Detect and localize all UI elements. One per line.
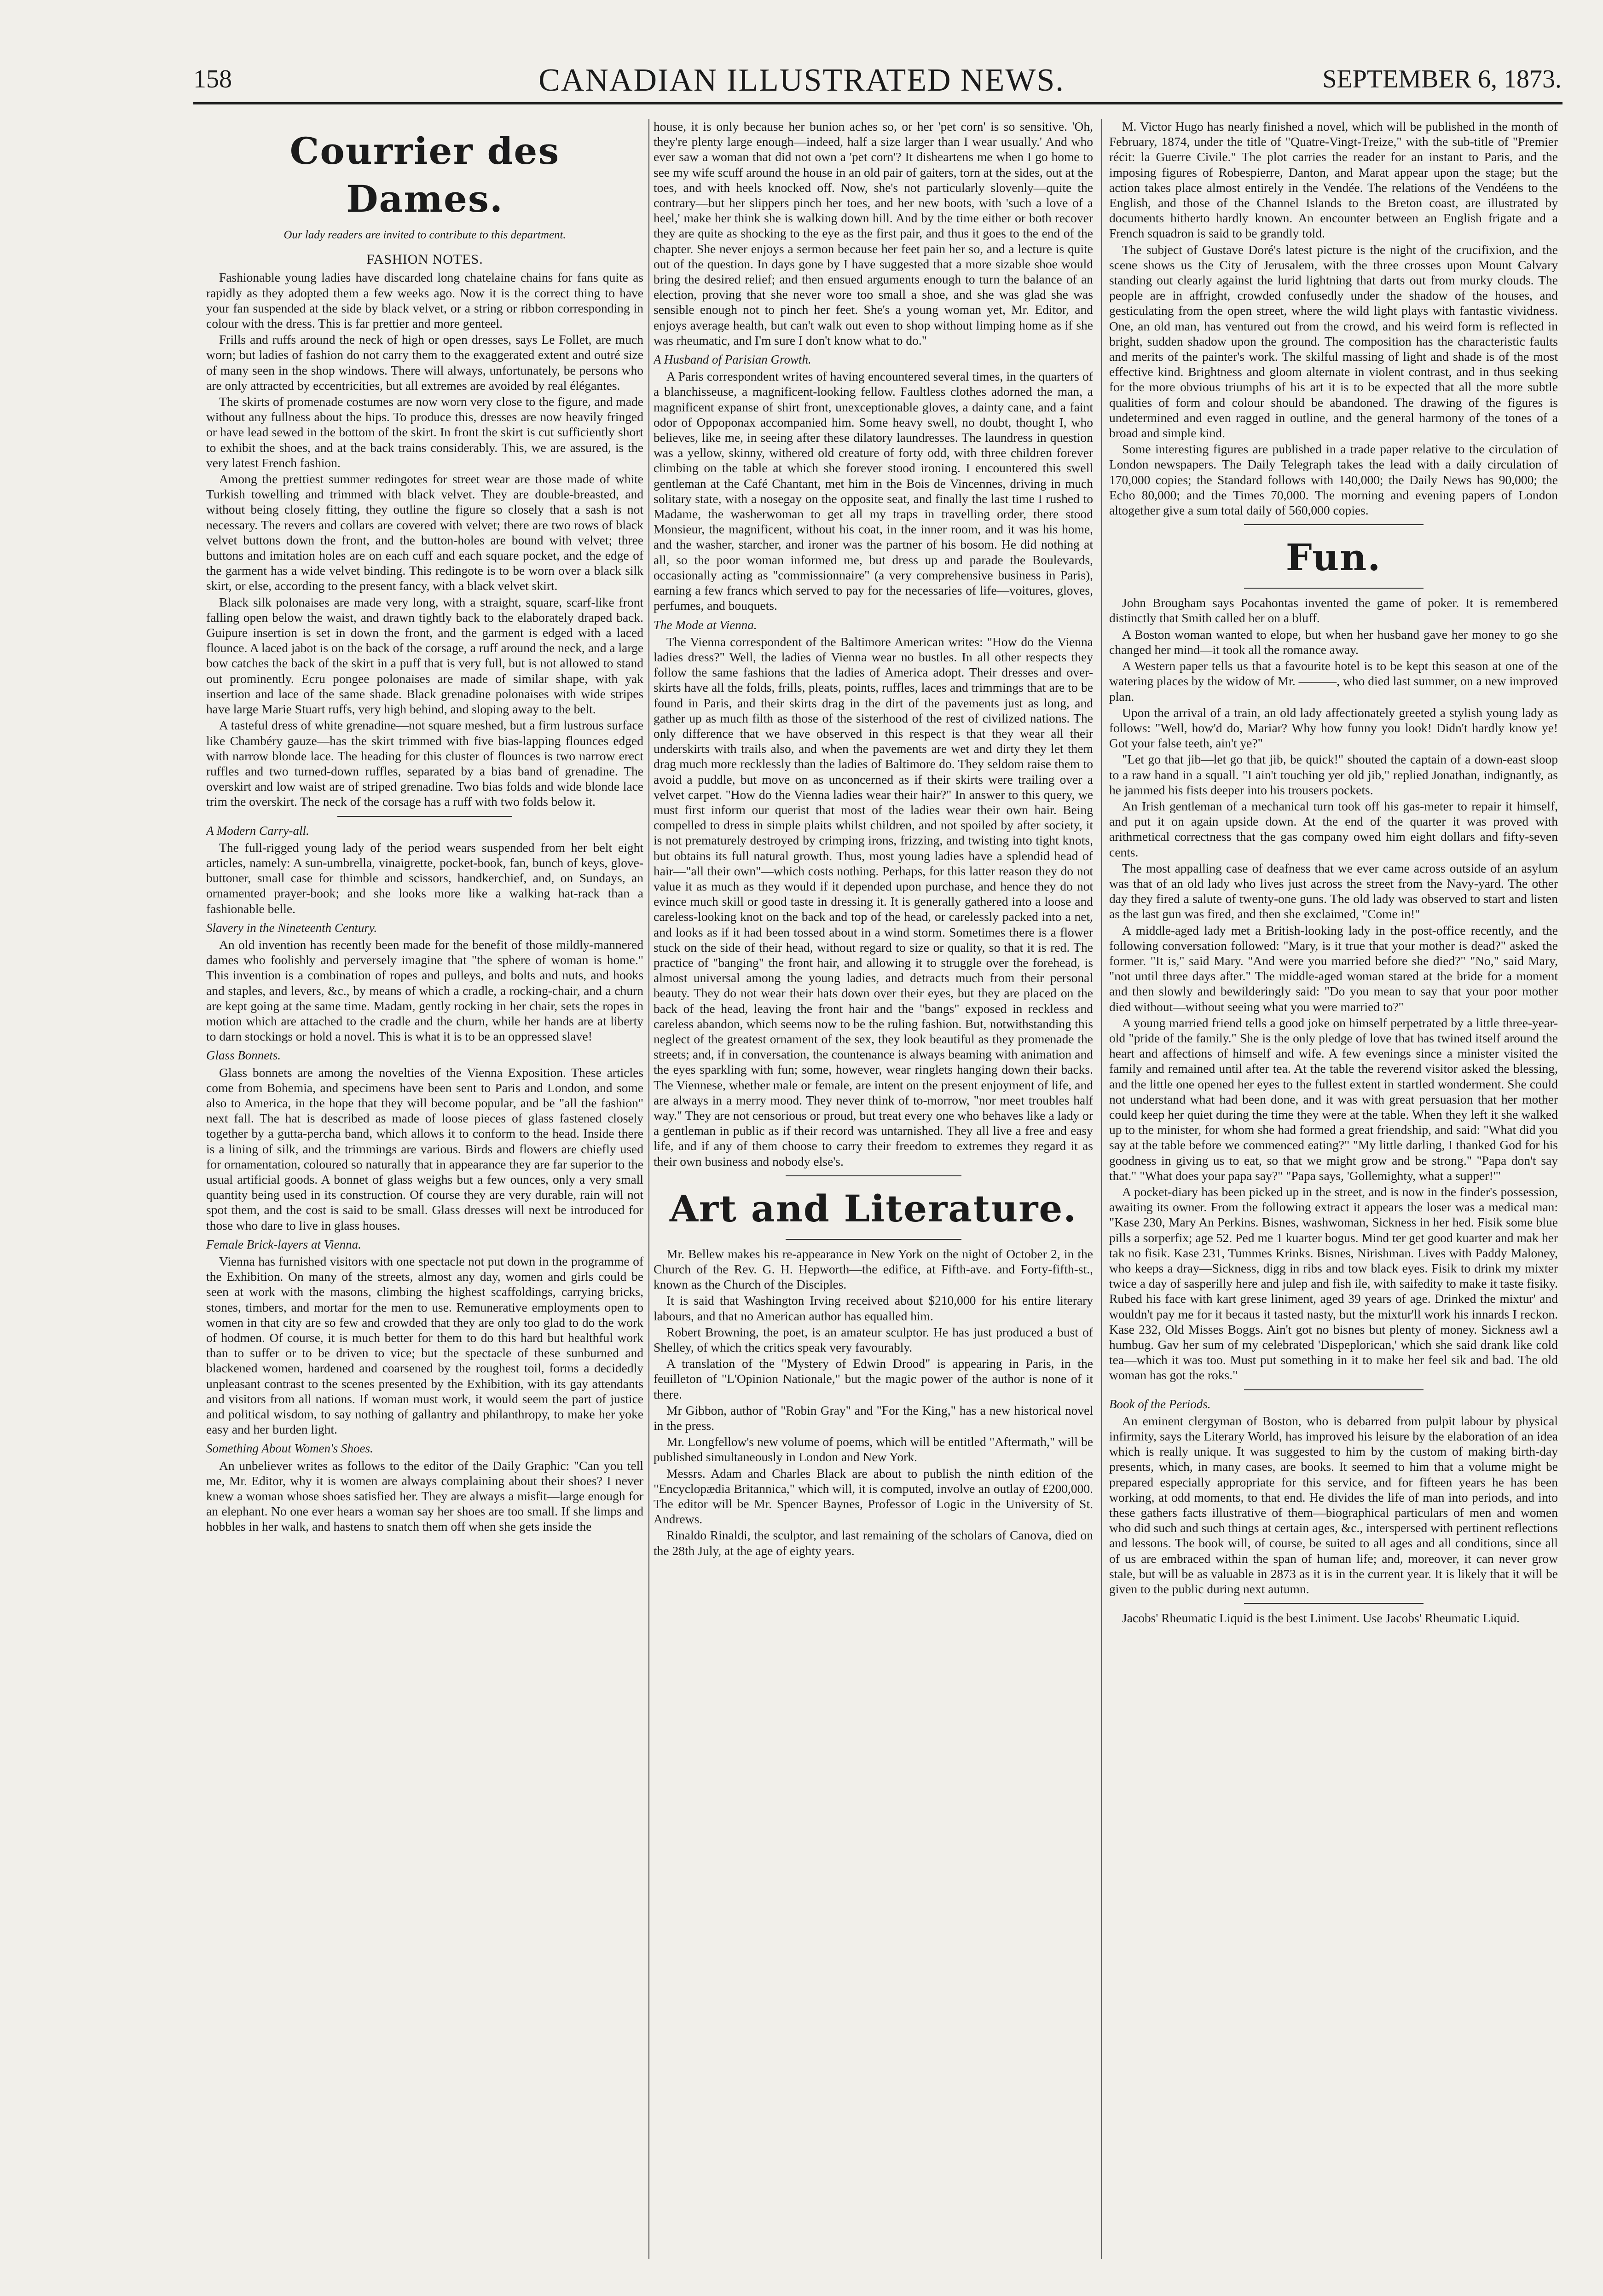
header-rule	[193, 102, 1562, 104]
divider	[1244, 1603, 1424, 1604]
article-paragraph: The most appalling case of deafness that we ever came across outside of an asylum was that of an old lady who lives just across the street from the Navy-yard. The other day they fired a salute of twenty-one guns. The old lady was observed to start and listen as the last gun was fired, and then she exclaimed, "Come in!"	[1109, 861, 1558, 921]
article-paragraph: The full-rigged young lady of the period wears suspended from her belt eight articles, namely: A sun-umbrella, vinaigrette, pocket-book, fan, bunch of keys, glove-buttoner, small case for thimble and scissors, handkerchief, and, on Sundays, an ornamented prayer-book; and she looks more like a walking hat-rack than a fashionable belle.	[206, 840, 643, 916]
article-heading: Slavery in the Nineteenth Century.	[206, 920, 377, 935]
article-paragraph: An old invention has recently been made for the benefit of those mildly-mannered dames who foolishly and perversely imagine that "the sphere of woman is home." This invention is a combination of ropes and pulleys, and bolts and nuts, and hooks and staples, and levers, &c., by means of which a cradle, a rocking-chair, and a churn are kept going at the same time. Madam, gently rocking in her chair, sets the ropes in motion which are attached to the cradle and the churn, while her hands are at liberty to darn stockings or hold a novel. This is what it is to be an oppressed slave!	[206, 937, 643, 1044]
article-paragraph: A Western paper tells us that a favourite hotel is to be kept this season at one of the watering places by the widow of Mr. ———, who died last summer, on a new improved plan.	[1109, 659, 1558, 704]
article-paragraph: An unbeliever writes as follows to the editor of the Daily Graphic: "Can you tell me, Mr. Editor, why it is women are always complaining about their shoes? I never knew a woman whose shoes satisfied her. They are always a misfit—large enough for an elephant. No one ever hears a woman say her shoes are too small. If she limps and hobbles in her walk, and hastens to snatch them off when she gets inside the	[206, 1458, 643, 1534]
column-divider	[648, 119, 649, 2259]
divider	[1244, 524, 1424, 525]
article-paragraph: Glass bonnets are among the novelties of the Vienna Exposition. These articles come from Bohemia, and specimens have been sent to Paris and London, and some also to America, in the hope that they will become popular, and be "all the fashion" next fall. The hat is described as made of loose pieces of glass fastened closely together by a gutta-percha band, which allows it to conform to the head. Inside there is a lining of silk, and the trimmings are various. Birds and flowers are chiefly used for ornamentation, coloured so naturally that in appearance they are far superior to the usual artificial goods. A bonnet of glass weighs but a few ounces, only a very small quantity being used in its construction. Of course they are very durable, rain will not spot them, and the cost is said to be small. Glass dresses will next be introduced for those who dare to live in glass houses.	[206, 1065, 643, 1232]
article-heading: Book of the Periods.	[1109, 1397, 1211, 1411]
article-heading: Glass Bonnets.	[206, 1048, 281, 1063]
article-heading: Female Brick-layers at Vienna.	[206, 1237, 361, 1251]
column-middle	[654, 119, 1093, 2263]
article-paragraph: Upon the arrival of a train, an old lady affectionately greeted a stylish young lady as follows: "Well, how'd do, Mariar? Why how funny you look! Didn't hardly know ye! Got your false teeth, ain't ye?"	[1109, 705, 1558, 751]
article-paragraph: Black silk polonaises are made very long, with a straight, square, scarf-like front falling open below the waist, and drawn tightly back to the elaborately draped back. Guipure insertion is set in down the front, and the garment is edged with a laced flounce. A laced jabot is on the back of the corsage, a ruff around the neck, and a large bow catches the back of the skirt in a puff that is very full, but is not allowed to stand out prominently. Ecru pongee polonaises are made of similar shape, with yak insertion and lace of the same shade. Black grenadine polonaises with wide stripes have large Marie Stuart ruffs, very high behind, and sloping away to the belt.	[206, 595, 643, 717]
divider	[337, 816, 512, 817]
article-paragraph: An Irish gentleman of a mechanical turn took off his gas-meter to repair it himself, and put it on again upside down. At the end of the quarter it was proved with arithmetical correctness that the gas company owed him eight dollars and fifty-seven cents.	[1109, 798, 1558, 859]
article-heading: A Husband of Parisian Growth.	[654, 353, 811, 367]
article-paragraph: Fashionable young ladies have discarded long chatelaine chains for fans quite as rapidly as they adopted them a few weeks ago. Now it is the correct thing to have your fan suspended at the side by black velvet, or a string or ribbon corresponding in colour with the dress. This is far prettier and more genteel.	[206, 270, 643, 331]
article-paragraph: A pocket-diary has been picked up in the street, and is now in the finder's possession, awaiting its owner. From the following extract it appears the loser was a medical man: "Kase 230, Mary An Perkins. Bisnes, washwoman, Sickness in her hed. Fisik some blue pills a sorperfix; age 52. Ped me 1 kuarter bogus. Mind ter get good kuarter and mak her tak no fisik. Kase 231, Tummes Krinks. Bisnes, Nirishman. Lives with Paddy Maloney, who keeps a dray—Sickness, digg in ribs and tow black eyes. Fisik to drink my mixter twice a day of sasperilly here and julep and fish ile, with saifedity to make it taste fisiky. Rubed his face with kart grese liniment, aged 39 years of age. Drinked the mixtur' and wouldn't pay me for it becaus it tasted nasty, but the mixtur'll work his innards I reckon. Kase 232, Old Misses Boggs. Ain't got no bisnes but plenty of money. Sickness awl a humbug. Gav her sum of my celebrated 'Dispeplorican,' which she said drank like cold tea—which it was too. Must put something in it to make her feel sik and bad. The old woman has got the roks."	[1109, 1185, 1558, 1382]
article-paragraph: Mr Gibbon, author of "Robin Gray" and "For the King," has a new historical novel in the press.	[654, 1403, 1093, 1433]
article-paragraph: Robert Browning, the poet, is an amateur sculptor. He has just produced a bust of Shelley, of which the critics speak very favourably.	[654, 1324, 1093, 1355]
article-paragraph: A Boston woman wanted to elope, but when her husband gave her money to go she changed her mind—it took all the romance away.	[1109, 627, 1558, 657]
article-body	[1109, 595, 1558, 1382]
article-body	[206, 270, 643, 809]
article-paragraph: The subject of Gustave Doré's latest picture is the night of the crucifixion, and the scene shows us the City of Jerusalem, with the three crosses upon Mount Calvary standing out clearly against the lurid lightning that darts out from murky clouds. The people are in affright, crowded confusedly under the shadow of the houses, and gesticulating from the open street, where the wild light plays with fantastic vividness. One, an old man, has ventured out from the crowd, and his weird form is reflected in bright, sudden shadow upon the ground. The composition has the characteristic faults and merits of the painter's work. The skilful massing of light and shade is of the most effective kind. Brightness and gloom alternate in violent contrast, and in thus seeking for the more obvious triumphs of his art it is to be expected that all the more subtle qualities of form and colour should be abandoned. The drawing of the figures is undetermined and even ragged in outline, and the general harmony of the tones of a broad and simple kind.	[1109, 242, 1558, 440]
department-note: Our lady readers are invited to contribute to this department.	[284, 229, 566, 241]
article-heading: A Modern Carry-all.	[206, 823, 309, 838]
article-body	[1109, 119, 1558, 518]
divider	[786, 1239, 961, 1240]
article-paragraph: Mr. Longfellow's new volume of poems, which will be entitled "Aftermath," will be published simultaneously in London and New York.	[654, 1434, 1093, 1464]
article-paragraph: Messrs. Adam and Charles Black are about to publish the ninth edition of the "Encyclopædia Britannica," which will, it is computed, involve an outlay of £200,000. The editor will be Mr. Spencer Baynes, Professor of Logic in the University of St. Andrews.	[654, 1466, 1093, 1527]
article-paragraph: The skirts of promenade costumes are now worn very close to the figure, and made without any fullness about the hips. To produce this, dresses are now heavily fringed or have lead sewed in the bottom of the skirt. In front the skirt is cut sufficiently short to exhibit the shoes, and at the back trains considerably. This, we are assured, is the very latest French fashion.	[206, 394, 643, 470]
divider	[786, 1175, 961, 1176]
article-paragraph: The Vienna correspondent of the Baltimore American writes: "How do the Vienna ladies dress?" Well, the ladies of Vienna wear no bustles. In all other respects they follow the same fashions that the ladies of America adopt. Their dresses and over-skirts have all the folds, frills, pleats, points, ruffles, laces and trimmings that are to be found in Paris, and their skirts drag in the dirt of the pavements just as long, and gather up as much filth as those of the sisterhood of the rest of civilized nations. The only difference that we have observed in this respect is that they wear all their underskirts with trails also, and when the pavements are wet and dirty they let them drag much more recklessly than the ladies of Baltimore do. They seldom raise them to avoid a puddle, but move on as unconcerned as if their skirts were trailing over a velvet carpet. "How do the Vienna ladies wear their hair?" In answer to this query, we must first inform our querist that most of the ladies wear their own hair. Being compelled to dress in simple plaits whilst children, and not spoiled by after society, it is not prematurely destroyed by crimping irons, frizzing, and twisting into tight knots, but obtains its full natural growth. Thus, most young ladies have a splendid head of hair—"all their own"—which costs nothing. Perhaps, for this latter reason they do not value it as much as they would if it depended upon purchase, and hence they do not evince much skill or good taste in dressing it. It is generally gathered into a loose and careless-looking knot on the back and top of the head, or carelessly packed into a net, and looks as if it had been tossed about in a wind storm. Sometimes there is a flower stuck on the side of their head, without regard to size or quality, so that it is red. The practice of "banging" the front hair, and allowing it to struggle over the forehead, is almost universal among the young ladies, and detracts much from their personal beauty. They do not wear their hats down over their eyes, but they are placed on the back of the head, leaving the front hair and the "bangs" exposed in reckless and careless abandon, which seems now to be the ruling fashion. But, notwithstanding this neglect of the greatest ornament of the sex, they look beautiful as they promenade the streets; and, if in conversation, the countenance is always beaming with animation and the eyes sparkling with fun; some, however, wear ringlets hanging down their backs. The Viennese, whether male or female, are intent on the present enjoyment of life, and are always in a merry mood. They never think of to-morrow, "nor meet troubles half way." They are not censorious or proud, but treat every one who behaves like a lady or a gentleman in public as if their record was untarnished. They all live a free and easy life, and if any of them choose to carry their freedom to extremes they regard it as their own business and nobody else's.	[654, 634, 1093, 1168]
department-heading: Courrier des Dames.	[289, 129, 560, 220]
section-title: FASHION NOTES.	[366, 252, 483, 267]
article-heading: Something About Women's Shoes.	[206, 1441, 373, 1456]
article-paragraph: M. Victor Hugo has nearly finished a novel, which will be published in the month of February, 1874, under the title of "Quatre-Vingt-Treize," with the sub-title of "Premier récit: la Guerre Civile." The plot carries the reader for an instant to Paris, and the imposing figures of Robespierre, Danton, and Marat appear upon the stage; but the action takes place almost entirely in the Vendée. The relations of the Vendéens to the English, and those of the Channel Islands to the Breton coast, are illustrated by documents hitherto hardly known. An encounter between an English frigate and a French squadron is said to be grandly told.	[1109, 119, 1558, 241]
article-paragraph: A middle-aged lady met a British-looking lady in the post-office recently, and the following conversation followed: "Mary, is it true that your mother is dead?" asked the former. "It is," said Mary. "And were you married before she died?" "No," said Mary, "not until three days after." The middle-aged woman stared at the bride for a moment and then slowly and bewilderingly said: "Do you mean to say that your poor mother died without—without seeing what you were married to?"	[1109, 923, 1558, 1014]
article-paragraph: A Paris correspondent writes of having encountered several times, in the quarters of a blanchisseuse, a magnificent-looking fellow. Faultless clothes adorned the man, a magnificent expanse of shirt front, unexceptionable gloves, a dainty cane, and a faint odor of Oppoponax accompanied him. Some heavy swell, no doubt, thought I, who believes, like me, in seeing after these dilatory laundresses. The laundress in question was a yellow, skinny, withered old creature of forty odd, with three children forever climbing on the table at which she forever stood ironing. I encountered this swell gentleman at the Café Chantant, met him in the Bois de Vincennes, driving in much solitary state, with a nosegay on the opposite seat, and finally the last time I rushed to Madame, the washerwoman to get all my traps in travelling order, there stood Monsieur, the magnificent, without his coat, in the inner room, and it was his home, and the washer, starcher, and ironer was the partner of his bosom. He did nothing at all, so the poor woman informed me, but dress up and parade the Boulevards, occasionally acting as "commissionnaire" (a very comprehensive business in Paris), earning a few francs which served to pay for the necessaries of life—voitures, gloves, perfumes, and bouquets.	[654, 369, 1093, 613]
article-paragraph: Rinaldo Rinaldi, the sculptor, and last remaining of the scholars of Canova, died on the 28th July, at the age of eighty years.	[654, 1528, 1093, 1558]
article-paragraph: Frills and ruffs around the neck of high or open dresses, says Le Follet, are much worn; but ladies of fashion do not carry them to the exaggerated extent and outré size of many seen in the shop windows. There will always, unfortunately, be persons who are only attracted by eccentricities, but all extremes are avoided by real élégantes.	[206, 332, 643, 393]
column-left	[206, 119, 643, 2263]
article-body	[654, 1246, 1093, 1558]
divider	[1244, 1389, 1424, 1390]
issue-date: SEPTEMBER 6, 1873.	[1322, 65, 1562, 93]
department-heading: Art and Literature.	[669, 1186, 1077, 1230]
page-number: 158	[193, 65, 232, 93]
column-right	[1109, 119, 1558, 2263]
masthead: CANADIAN ILLUSTRATED NEWS.	[538, 63, 1065, 98]
article-paragraph: house, it is only because her bunion aches so, or her 'pet corn' is so sensitive. 'Oh, they're plenty large enough—indeed, half a size larger than I wear usually.' And who ever saw a woman that did not own a 'pet corn'? It disheartens me when I go home to see my wife scuff around the house in an old pair of gaiters, torn at the sides, out at the toes, and with heels knocked off. Now, she's not particularly slovenly—quite the contrary—but her slippers pinch her toes, and her new boots, with 'such a love of a heel,' make her think she is walking down hill. And by the time either or both recover they are quite as shocking to the eye as the first pair, and thus it goes to the end of the chapter. She never enjoys a sermon because her feet pain her so, and a lecture is quite out of the question. In days gone by I have suggested that a more sizable shoe would bring the desired relief; and then ensued arguments enough to turn the balance of an election, proving that she never wore too small a shoe, and she was glad she was sensible enough not to pinch her feet. She's a young woman yet, Mr. Editor, and enjoys average health, but can't walk out even to shop without limping home as if she was rheumatic, and I'm sure I don't know what to do."	[654, 119, 1093, 347]
article-paragraph: Among the prettiest summer redingotes for street wear are those made of white Turkish towelling and trimmed with black velvet. They are double-breasted, and without being closely fitting, they outline the figure so closely that a sash is not necessary. The revers and collars are covered with velvet; there are two rows of black velvet buttons down the front, and the button-holes are bound with velvet; three buttons and imitation holes are on each cuff and each square pocket, and the edge of the garment has a wide velvet binding. This redingote is to be worn over a black silk skirt, or else, according to the present fancy, with a black velvet skirt.	[206, 472, 643, 593]
article-paragraph: A young married friend tells a good joke on himself perpetrated by a little three-year-old "pride of the family." She is the only pledge of love that has twined itself around the heart and affections of himself and wife. A few evenings since a minister visited the family and remained until after tea. At the table the reverend visitor asked the blessing, and the little one opened her eyes to the fullest extent in startled wonderment. She could not understand what had been done, and it was with great persuasion that her mother could keep her quiet during the time they were at the table. When they left it she walked up to the minister, for whom she had formed a great friendship, and said: "What did you say at the table before we commenced eating?" "My little darling, I thanked God for his goodness in giving us to eat, so that we might grow and be strong." "Papa don't say that." "What does your papa say?" "Papa says, 'Gollemighty, what a supper!'"	[1109, 1015, 1558, 1183]
department-heading: Fun.	[1285, 536, 1382, 579]
article-paragraph: It is said that Washington Irving received about $210,000 for his entire literary labours, and that no American author has equalled him.	[654, 1293, 1093, 1323]
article-paragraph: An eminent clergyman of Boston, who is debarred from pulpit labour by physical infirmity, says the Literary World, has improved his leisure by the elaboration of an idea which is really unique. It was suggested to him by the custom of making birth-day presents, which, in many cases, are books. It seemed to him that a volume might be prepared especially appropriate for this service, and for fifteen years he has been working, at odd moments, to that end. He divides the life of man into periods, and into these gathers facts illustrative of them—biographical particulars of men and women who did such and such things at certain ages, &c., interspersed with pertinent reflections and lessons. The book will, of course, be suited to all ages and all conditions, since all of us are embraced within the span of human life; and, moreover, it can never grow stale, but will be as valuable in 2873 as it is in the current year. It is likely that it will be given to the public during next autumn.	[1109, 1413, 1558, 1596]
article-paragraph: "Let go that jib—let go that jib, be quick!" shouted the captain of a down-east sloop to a raw hand in a squall. "I ain't touching yer old jib," replied Jonathan, indignantly, as he jammed his fists deeper into his trousers pockets.	[1109, 752, 1558, 797]
article-paragraph: Vienna has furnished visitors with one spectacle not put down in the programme of the Exhibition. On many of the streets, almost any day, women and girls could be seen at work with the masons, climbing the highest scaffoldings, carrying bricks, stones, timbers, and mortar for the men to use. Remunerative employments open to women in that city are so few and crowded that they are only too glad to do the work of hodmen. Of course, it is much better for them to do this hard but healthful work than to suffer or to be driven to vice; but the spectacle of these sunburned and blackened women, hardened and coarsened by the roughest toil, forms a decidedly unpleasant contrast to the scenes presented by the Exhibition, with its gay attendants and visitors from all nations. If woman must work, it would seem the part of justice and political wisdom, to say nothing of gallantry and philanthropy, to make her yoke easy and her burden light.	[206, 1254, 643, 1437]
article-heading: The Mode at Vienna.	[654, 618, 757, 632]
divider	[1244, 588, 1424, 589]
column-divider	[1101, 119, 1102, 2259]
page-header	[0, 0, 1603, 106]
article-paragraph: Some interesting figures are published in a trade paper relative to the circulation of London newspapers. The Daily Telegraph takes the lead with a daily circulation of 170,000 copies; the Standard follows with 140,000; the Daily News has 90,000; the Echo 80,000; and the Times 70,000. The morning and evening papers of London altogether give a sum total daily of 560,000 copies.	[1109, 442, 1558, 518]
article-paragraph: A tasteful dress of white grenadine—not square meshed, but a firm lustrous surface like Chambéry gauze—has the skirt trimmed with five bias-lapping flounces edged with narrow blonde lace. The heading for this cluster of flounces is two narrow erect ruffles and two turned-down ruffles, separated by a bias band of grenadine. The overskirt and low waist are of striped grenadine. Two bias folds and wide blonde lace trim the overskirt. The neck of the corsage has a ruff with two folds below it.	[206, 718, 643, 809]
article-paragraph: Mr. Bellew makes his re-appearance in New York on the night of October 2, in the Church of the Rev. G. H. Hepworth—the edifice, at Fifth-ave. and Forty-fifth-st., known as the Church of the Disciples.	[654, 1246, 1093, 1292]
article-paragraph: John Brougham says Pocahontas invented the game of poker. It is remembered distinctly that Smith called her on a bluff.	[1109, 596, 1558, 625]
article-paragraph: A translation of the "Mystery of Edwin Drood" is appearing in Paris, in the feuilleton of "L'Opinion Nationale," but the magic power of the author is none of it there.	[654, 1356, 1093, 1401]
advertisement-line: Jacobs' Rheumatic Liquid is the best Liniment. Use Jacobs' Rheumatic Liquid.	[1122, 1611, 1520, 1625]
